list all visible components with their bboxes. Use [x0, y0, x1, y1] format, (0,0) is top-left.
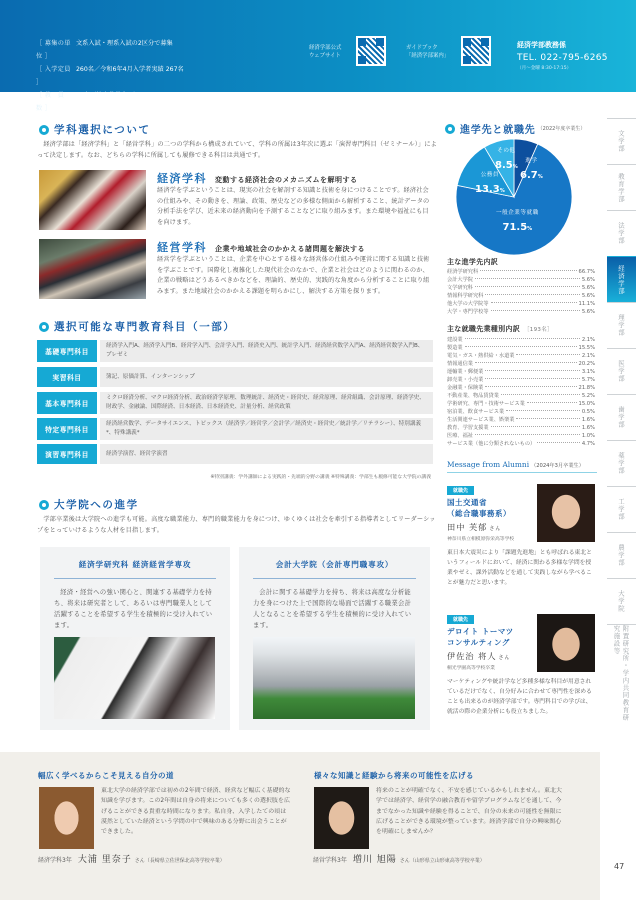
alumni-portrait-photo [537, 614, 595, 672]
student-portrait-photo [314, 787, 369, 849]
leader-dots [465, 346, 577, 347]
leader-dots [491, 426, 580, 427]
leader-dots [527, 402, 577, 403]
economics-dept-description: 経済学を学ぶということは、現実の社会を解剖する知識と技術を身につけることです。経済社会の仕組みや、その動きを、理論、政策、歴史などの多様な側面から解析すること、統計データの分析手法を学び、近未来の経済動向を予測することなどに取り組みます。また環境や福祉にも目を向けます。 [157, 187, 430, 226]
website-qr-code-icon[interactable] [356, 36, 386, 66]
bullet-circle-icon [39, 322, 49, 332]
course-row: 基本専門科目 ミクロ経済分析、マクロ経済分析、政治経済学原理、数理統計、経済史・経営史、経営原理、経営組織、会計原理、経済学史、財政学、金融論、国際経済、日本経済、日本経済史、計量分析、経営政策 [37, 392, 433, 414]
leader-dots [480, 270, 576, 271]
header-banner [0, 0, 636, 112]
course-row: 実習科目 簿記、原価計算、インターンシップ [37, 367, 433, 387]
employment-list [447, 336, 595, 448]
course-row: 基礎専門科目 経済学入門A、経済学入門B、経営学入門、会計学入門、経済史入門、統計学入門、経済経営数学入門A、経済経営数学入門B、プレゼミ [37, 340, 433, 362]
management-dept-title: 経営学科 企業や地域社会のかかえる諸問題を解決する [157, 241, 365, 254]
employer-name: デロイト トーマツ コンサルティング [447, 627, 514, 647]
alumni-message: 東日本大震災により「課題先進地」とも呼ばれる東北というフィールドにおいて、経済に関わる多様な学問を授業やゼミ、課外活動などを通して実践しながら学べることが魅力だと思います。 [447, 550, 592, 586]
list-item: 大学・専門学校等 5.6% [447, 309, 595, 315]
side-tab[interactable]: 法学部 [607, 210, 636, 256]
grad-card-economics: 経済学研究科 経済経営学専攻 経済・経営への強い関心と、関連する基礎学力を持ち、将来は研究者として、あるいは専門職業人として活躍することを希望する学生を積極的に受け入れています。 [40, 547, 230, 730]
student-voices-section [0, 752, 600, 900]
alumni-message: マーケティングや統計学など多種多様な科目が用意されているだけでなく、自分好みに合わせて専門性を深めることも出来るのが経済学部です。専門科目での学びは、就活の際の企業分析にも役立ちました。 [447, 679, 592, 715]
side-tab[interactable]: 附置研究所・学内共同教育研究施設等 [607, 624, 636, 724]
leader-dots [516, 354, 579, 355]
course-row: 特定専門科目 経済経営数学、データサイエンス、トピックス（経済学／経営学／会計学／経済史・経営史／統計学／リテラシー）、特別講義*、特殊講義* [37, 418, 433, 440]
side-tab[interactable]: 教育学部 [607, 164, 636, 210]
side-tab[interactable]: 医学部 [607, 348, 636, 394]
bullet-circle-icon [445, 124, 455, 134]
bullet-circle-icon [39, 125, 49, 135]
admission-info [36, 37, 184, 115]
alumni-heading: Message from Alumni （2024年3月卒業生） [447, 460, 584, 469]
students-group-photo [39, 239, 146, 299]
list-item: 運輸業・郵便業 3.1% [447, 369, 595, 375]
leader-dots [485, 386, 576, 387]
list-item: 情報科学研究科 5.6% [447, 293, 595, 299]
chart-title: 進学先と就職先 （2022年度卒業生） [445, 121, 585, 136]
alumni-portrait-photo [537, 484, 595, 542]
phone-number[interactable]: TEL. 022-795-6265 [517, 53, 608, 63]
leader-dots [485, 378, 579, 379]
side-tab[interactable]: 農学部 [607, 532, 636, 578]
employment-heading: 主な就職先業種別内訳 ［193名］ [447, 325, 553, 333]
leader-dots [475, 362, 577, 363]
section-heading-courses: 選択可能な専門教育科目（一部） [39, 319, 236, 334]
list-item: 教育、学習支援業 1.6% [447, 425, 595, 431]
list-item: 電気・ガス・熱供給・水道業 2.1% [447, 353, 595, 359]
list-item: サービス業（他に分類されないもの） 4.7% [447, 441, 595, 447]
page-number: 47 [614, 862, 625, 871]
grad-card-accounting: 会計大学院（会計専門職専攻） 会計に関する基礎学力を持ち、将来は高度な分析能力を身につけた上で国際的な場面で活躍する職業会計人となることを希望する学生を積極的に受け入れています。 [239, 547, 430, 730]
list-item: 文学研究科 5.6% [447, 285, 595, 291]
management-dept-description: 経営学を学ぶということは、企業を中心とする様々な経営体の仕組みや運営に関する知識と技術を学ぶことです。国際化し複雑化した現代社会のなかで、企業と社会はどのように関わるのか、企業の戦略はどうあるべきかなどを、理論的、歴史的、実践的な角度から分析することに取り組みます。また地域社会のかかえる課題を明らかにし、解決する方策を探ります。 [157, 256, 430, 295]
leader-dots [491, 302, 577, 303]
side-tab[interactable]: 理学部 [607, 302, 636, 348]
office-contact: 経済学部教務係 TEL. 022-795-6265 （月〜金曜 8:30-17:15） [517, 41, 608, 71]
employer-badge: 就職先 [447, 615, 474, 624]
info-value: 260名／令和6年4月入学者実績 267名 [76, 66, 184, 73]
leader-dots [516, 418, 579, 419]
pie-label-other: その他 8.5% [495, 148, 518, 172]
info-value: 56名（協力教員含む） [76, 92, 140, 99]
alumni-name: 田中 芙郁 さん [447, 522, 502, 532]
guidebook-qr-code-icon[interactable] [461, 36, 491, 66]
list-item: 医療、福祉 1.0% [447, 433, 595, 439]
list-item: 会計大学院 5.6% [447, 277, 595, 283]
voice-text: 東北大学の経済学部では初めの2年間で経済、経営など幅広く基礎的な知識を学びます。この2年間は自身の将来についても多くの選択肢を広げることができる貴重な時間になります。私自身、入学したての頃は漠然としていた経済という学問の中で興味のある分野に出会うことができました。 [101, 788, 291, 836]
student-portrait-photo [39, 787, 94, 849]
alumni-school: 桐光学園高等学校卒業 [447, 666, 495, 671]
list-item: 卸売業・小売業 5.7% [447, 377, 595, 383]
side-tab[interactable]: 歯学部 [607, 394, 636, 440]
list-item: 建設業 2.1% [447, 337, 595, 343]
leader-dots [485, 370, 579, 371]
student-name: 経営学科3年 増川 旭陽 さん（山形県立山形東高等学校卒業） [313, 855, 485, 865]
dept-intro: 経済学部は「経済学科」と「経営学科」の二つの学科から構成されていて、学科の所属は3年次に選ぶ「演習専門科目（ゼミナール）」によって決定します。なお、どちらの学科に所属しても履修できる科目は共通です。 [37, 141, 437, 159]
bullet-circle-icon [39, 500, 49, 510]
list-item: 経済学研究科 66.7% [447, 269, 595, 275]
side-tab[interactable]: 大学院 [607, 578, 636, 624]
economics-dept-title: 経済学科 変動する経済社会のメカニズムを解明する [157, 172, 358, 185]
leader-dots [485, 294, 579, 295]
leader-dots [491, 310, 580, 311]
side-tab[interactable]: 経済学部 [607, 256, 636, 302]
list-item: 生活関連サービス業、娯楽業 1.6% [447, 417, 595, 423]
list-item: 金融業・保険業 21.8% [447, 385, 595, 391]
info-row: ［ 入学定員 ］ 260名／令和6年4月入学者実績 267名 [36, 63, 184, 89]
leader-dots [501, 394, 580, 395]
seminar-photo [54, 637, 215, 719]
leader-dots [475, 286, 580, 287]
side-tab[interactable]: 文学部 [607, 118, 636, 164]
leader-dots [506, 410, 580, 411]
list-item: 学術研究、専門・技術サービス業 15.0% [447, 401, 595, 407]
section-heading-dept-selection: 学科選択について [39, 122, 151, 137]
further-study-heading: 主な進学先内訳 [447, 258, 499, 266]
info-row: ［ 教 員 数 ］ 56名（協力教員含む） [36, 89, 184, 115]
side-tab[interactable]: 薬学部 [607, 440, 636, 486]
voice-text: 将来のことが明確でなく、不安を感じているかもしれません。東北大学では経済学、経営学の融合教育や留学プログラムなどを通して、今までなかった知識や経験を得ることで、自分の未来の可能性を無限に広げることができる環境が整っています。経済学部で自分の興味関心を明確にしませんか？ [376, 788, 562, 836]
list-item: 情報通信業 20.2% [447, 361, 595, 367]
pie-label-corporate: 一般企業等就職 71.5% [496, 210, 539, 234]
website-qr-label: 経済学部公式 ウェブサイト [309, 45, 342, 59]
faculty-side-nav [607, 118, 636, 724]
leader-dots [475, 278, 580, 279]
students-lecture-photo [39, 170, 146, 230]
guidebook-qr-label: ガイドブック 「経済学部案内」 [406, 45, 450, 59]
leader-dots [475, 434, 580, 435]
courses-footnote: ※特別講義：学外講師による実践的・先端的分野の講義 ※特殊講義：学部生も履修可能な大学院の講義 [210, 475, 431, 480]
info-row: ［ 募集の単位 ］ 文系入試・理系入試の2区分で募集 [36, 37, 184, 63]
alumni-school: 神奈川県立相模原弥栄高等学校 [447, 537, 515, 542]
alumni-name: 伊佐治 将人 さん [447, 651, 511, 661]
graduate-intro: 学部卒業後は大学院への進学も可能。高度な職業能力、専門的職業能力を身につけ、ゆくゆくは社会を牽引する指導者としてリーダーシップをとっていけるような人材を目指します。 [37, 516, 436, 534]
voice-title: 幅広く学べるからこそ見える自分の道 [38, 771, 174, 780]
employer-name: 国土交通省 （総合職事務系） [447, 498, 511, 518]
voice-title: 様々な知識と経験から将来の可能性を広げる [314, 771, 474, 780]
leader-dots [537, 442, 580, 443]
pie-label-civil-service: 公務員 13.3% [475, 172, 505, 196]
student-name: 経済学科3年 大浦 里奈子 さん（長崎県立佐世保北高等学校卒業） [38, 855, 225, 865]
section-heading-graduate: 大学院への進学 [39, 497, 139, 512]
list-item: 不動産業、物品賃貸業 5.2% [447, 393, 595, 399]
further-study-list [447, 268, 595, 316]
course-row: 演習専門科目 経済学演習、経営学演習 [37, 444, 433, 464]
list-item: 製造業 15.5% [447, 345, 595, 351]
side-tab[interactable]: 工学部 [607, 486, 636, 532]
info-value: 文系入試・理系入試の2区分で募集 [76, 40, 173, 47]
list-item: 他大学の大学院等 11.1% [447, 301, 595, 307]
divider [447, 472, 597, 473]
pie-label-further-study: 進学 6.7% [520, 158, 543, 182]
leader-dots [465, 338, 580, 339]
building-photo [253, 637, 415, 719]
employer-badge: 就職先 [447, 486, 474, 495]
list-item: 宿泊業、飲食サービス業 0.5% [447, 409, 595, 415]
